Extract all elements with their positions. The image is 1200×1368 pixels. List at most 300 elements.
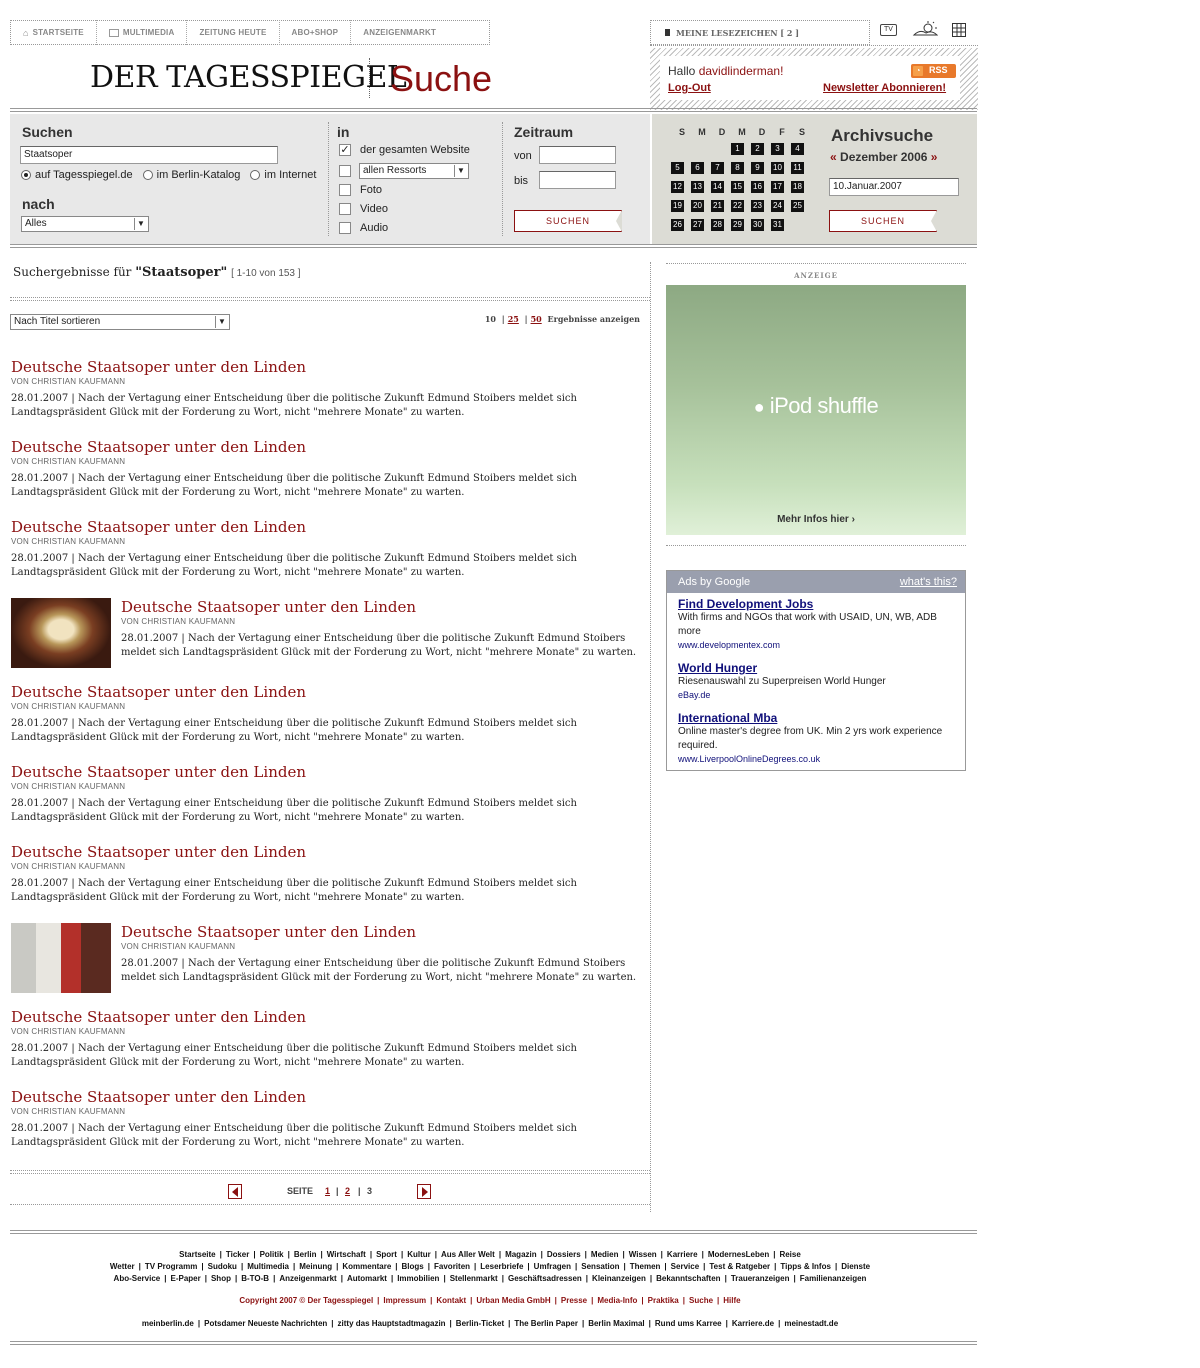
footer-link[interactable]: Berlin bbox=[293, 1250, 317, 1259]
footer-link[interactable]: Potsdamer Neueste Nachrichten bbox=[204, 1319, 328, 1328]
google-ad-item bbox=[678, 597, 958, 652]
scope-radio-tagesspiegel[interactable] bbox=[21, 170, 31, 180]
calendar-day[interactable]: 11 bbox=[791, 162, 804, 174]
footer-link[interactable]: Medien bbox=[590, 1250, 619, 1259]
footer-separator: | bbox=[390, 1274, 394, 1283]
grid-icon[interactable] bbox=[952, 23, 966, 37]
result-title[interactable]: Deutsche Staatsoper unter den Linden bbox=[11, 1008, 306, 1026]
google-ad-url[interactable]: eBay.de bbox=[678, 690, 711, 700]
footer-separator: | bbox=[575, 1262, 578, 1271]
footer-separator: | bbox=[834, 1262, 838, 1271]
checkbox-video[interactable] bbox=[339, 203, 351, 215]
footer-separator: | bbox=[540, 1250, 543, 1259]
footer-link[interactable]: meinestadt.de bbox=[784, 1319, 839, 1328]
footer-link[interactable]: Blogs bbox=[401, 1262, 424, 1271]
archive-submit-button[interactable]: SUCHEN bbox=[829, 210, 937, 232]
footer-separator: | bbox=[377, 1296, 380, 1305]
footer-separator: | bbox=[581, 1319, 585, 1328]
footer-separator: | bbox=[320, 1250, 323, 1259]
user-greeting: Hallo davidlinderman! bbox=[668, 64, 784, 78]
footer-link[interactable]: Wirtschaft bbox=[326, 1250, 366, 1259]
scope-radio-internet[interactable] bbox=[250, 170, 260, 180]
calendar-day[interactable]: 30 bbox=[751, 219, 764, 231]
calendar-day[interactable]: 25 bbox=[791, 200, 804, 212]
result-item bbox=[11, 518, 641, 580]
ad-label: ANZEIGE bbox=[794, 271, 838, 280]
footer-separator: | bbox=[527, 1262, 530, 1271]
footer-link[interactable]: Tipps & Infos bbox=[780, 1262, 831, 1271]
footer-separator: | bbox=[773, 1250, 776, 1259]
result-title[interactable]: Deutsche Staatsoper unter den Linden bbox=[11, 843, 306, 861]
footer-separator: | bbox=[623, 1262, 626, 1271]
footer-separator: | bbox=[292, 1262, 296, 1271]
footer-link[interactable]: Aus Aller Welt bbox=[441, 1250, 495, 1259]
result-item bbox=[11, 683, 641, 745]
result-body bbox=[121, 598, 641, 660]
footer-row-3 bbox=[0, 1273, 980, 1285]
result-item bbox=[11, 843, 641, 905]
calendar-day[interactable]: 10 bbox=[771, 162, 784, 174]
result-body bbox=[121, 923, 641, 985]
footer-link[interactable]: Dienste bbox=[841, 1262, 871, 1271]
footer-separator: | bbox=[443, 1274, 446, 1283]
footer-separator: | bbox=[204, 1274, 207, 1283]
nach-heading: nach bbox=[22, 196, 55, 212]
calendar-day[interactable]: 31 bbox=[771, 219, 784, 231]
von-input[interactable] bbox=[539, 146, 616, 164]
footer-link[interactable]: Themen bbox=[629, 1262, 661, 1271]
result-title[interactable]: Deutsche Staatsoper unter den Linden bbox=[121, 598, 416, 616]
sort-select[interactable]: Nach Titel sortieren ▼ bbox=[10, 314, 230, 330]
footer-row-2 bbox=[0, 1261, 980, 1273]
calendar-day[interactable]: 20 bbox=[691, 200, 704, 212]
result-snippet: 28.01.2007 | Nach der Vertagung einer Entscheidung über die politische Zukunft Edmund Stoibers meldet sich Landtagspräsident Glück mit der Forderung zu Wort, nicht "mehrere Monate" zu warten. bbox=[11, 798, 577, 823]
result-item bbox=[11, 763, 641, 825]
ipod-ad-banner[interactable] bbox=[666, 285, 966, 535]
result-snippet: 28.01.2007 | Nach der Vertagung einer Entscheidung über die politische Zukunft Edmund Stoibers meldet sich Landtagspräsident Glück mit der Forderung zu Wort, nicht "mehrere Monate" zu warten. bbox=[121, 958, 637, 983]
google-ad-item bbox=[678, 711, 958, 766]
page-link-1[interactable]: 1 bbox=[325, 1186, 331, 1196]
calendar-day[interactable]: 23 bbox=[751, 200, 764, 212]
calendar-day[interactable]: 19 bbox=[671, 200, 684, 212]
footer-separator: | bbox=[434, 1250, 438, 1259]
footer-link[interactable]: meinberlin.de bbox=[141, 1319, 194, 1328]
footer-link[interactable]: Multimedia bbox=[247, 1262, 289, 1271]
google-ad-desc: With firms and NGOs that work with USAID, UN, WB, ADB more bbox=[678, 612, 937, 637]
footer-link[interactable]: ModernesLeben bbox=[707, 1250, 770, 1259]
footer-link[interactable]: Abo-Service bbox=[113, 1274, 161, 1283]
footer-link[interactable]: Leserbriefe bbox=[480, 1262, 524, 1271]
divider bbox=[10, 244, 977, 248]
footer-separator: | bbox=[400, 1250, 404, 1259]
nach-select[interactable]: Alles ▼ bbox=[21, 216, 149, 232]
divider bbox=[10, 1170, 650, 1174]
result-snippet: 28.01.2007 | Nach der Vertagung einer Entscheidung über die politische Zukunft Edmund Stoibers meldet sich Landtagspräsident Glück mit der Forderung zu Wort, nicht "mehrere Monate" zu warten. bbox=[11, 553, 577, 578]
checkbox-audio[interactable] bbox=[339, 222, 351, 234]
footer-link[interactable]: Automarkt bbox=[346, 1274, 387, 1283]
result-snippet: 28.01.2007 | Nach der Vertagung einer Entscheidung über die politische Zukunft Edmund Stoibers meldet sich Landtagspräsident Glück mit der Forderung zu Wort, nicht "mehrere Monate" zu warten. bbox=[11, 1123, 577, 1148]
calendar-day[interactable]: 13 bbox=[691, 181, 704, 193]
footer-link[interactable]: Media-Info bbox=[597, 1296, 638, 1305]
result-item bbox=[11, 1008, 641, 1070]
ipod-ad-more-link[interactable]: Mehr Infos hier › bbox=[777, 514, 855, 525]
footer-link[interactable]: Ticker bbox=[225, 1250, 250, 1259]
calendar-day[interactable]: 7 bbox=[711, 162, 724, 174]
footer-link[interactable]: Presse bbox=[560, 1296, 588, 1305]
footer-separator: | bbox=[430, 1296, 433, 1305]
result-author: VON CHRISTIAN KAUFMANN bbox=[11, 1027, 126, 1036]
per-page-selector: 10 | 25 | 50 Ergebnisse anzeigen bbox=[484, 314, 640, 324]
calendar-day[interactable]: 3 bbox=[771, 143, 784, 155]
footer-link[interactable]: Immobilien bbox=[397, 1274, 440, 1283]
calendar-day[interactable]: 21 bbox=[711, 200, 724, 212]
google-ad-title[interactable]: World Hunger bbox=[678, 661, 758, 675]
logo-divider bbox=[369, 58, 370, 98]
result-author: VON CHRISTIAN KAUFMANN bbox=[11, 862, 126, 871]
result-title[interactable]: Deutsche Staatsoper unter den Linden bbox=[11, 763, 306, 781]
calendar-day[interactable]: 6 bbox=[691, 162, 704, 174]
results-query: "Staatsoper" bbox=[135, 265, 228, 280]
divider bbox=[10, 1341, 977, 1345]
film-icon bbox=[109, 29, 119, 37]
apple-icon: ● bbox=[753, 397, 765, 417]
google-ad-url[interactable]: www.LiverpoolOnlineDegrees.co.uk bbox=[678, 754, 821, 764]
result-item bbox=[11, 358, 641, 420]
results-summary: Suchergebnisse für "Staatsoper" [ 1-10 von 153 ] bbox=[13, 265, 301, 280]
google-ads-box bbox=[666, 570, 966, 771]
footer-link[interactable]: Berlin Maximal bbox=[588, 1319, 645, 1328]
suchen-heading: Suchen bbox=[22, 124, 73, 140]
result-thumbnail[interactable] bbox=[11, 598, 111, 668]
footer-separator: | bbox=[138, 1262, 141, 1271]
top-navigation bbox=[10, 20, 490, 45]
calendar-day[interactable]: 15 bbox=[731, 181, 744, 193]
footer-separator: | bbox=[649, 1274, 653, 1283]
footer-separator: | bbox=[201, 1262, 204, 1271]
in-heading: in bbox=[337, 124, 350, 140]
footer-separator: | bbox=[197, 1319, 201, 1328]
calendar-day[interactable]: 22 bbox=[731, 200, 744, 212]
footer-link[interactable]: Sudoku bbox=[207, 1262, 237, 1271]
search-submit-button[interactable]: SUCHEN bbox=[514, 210, 622, 232]
result-item bbox=[11, 1088, 641, 1150]
footer-link[interactable]: TV Programm bbox=[144, 1262, 198, 1271]
bookmarks-link[interactable]: MEINE LESEZEICHEN [ 2 ] bbox=[650, 20, 870, 45]
checkbox-video-label: Video bbox=[360, 203, 388, 215]
footer-separator: | bbox=[664, 1262, 667, 1271]
footer-link[interactable]: Umfragen bbox=[533, 1262, 572, 1271]
footer-link[interactable]: Berlin-Ticket bbox=[455, 1319, 505, 1328]
nav-multimedia[interactable]: MULTIMEDIA bbox=[97, 20, 188, 45]
footer-separator: | bbox=[470, 1296, 473, 1305]
google-ad-title[interactable]: International Mba bbox=[678, 711, 778, 725]
footer-link[interactable]: Meinung bbox=[299, 1262, 333, 1271]
calendar-weekday: D bbox=[718, 127, 726, 137]
prev-month-link[interactable]: « bbox=[830, 150, 837, 164]
footer-separator: | bbox=[682, 1296, 686, 1305]
footer-link[interactable]: Reise bbox=[779, 1250, 801, 1259]
calendar-weekday: M bbox=[738, 127, 746, 137]
newsletter-link[interactable]: Newsletter Abonnieren! bbox=[823, 82, 947, 94]
home-icon: ⌂ bbox=[23, 27, 29, 38]
google-ad-title[interactable]: Find Development Jobs bbox=[678, 597, 814, 611]
result-author: VON CHRISTIAN KAUFMANN bbox=[121, 942, 236, 951]
result-author: VON CHRISTIAN KAUFMANN bbox=[11, 377, 126, 386]
footer-link[interactable]: B-TO-B bbox=[241, 1274, 270, 1283]
bookmark-icon bbox=[665, 29, 670, 36]
scope-radio-group: auf Tagesspiegel.de im Berlin-Katalog im Internet bbox=[21, 169, 316, 181]
whats-this-link[interactable]: what's this? bbox=[899, 576, 957, 588]
calendar-weekday: D bbox=[758, 127, 766, 137]
von-label: von bbox=[514, 150, 532, 162]
column-divider bbox=[650, 262, 651, 1212]
tv-icon[interactable]: TV bbox=[880, 24, 897, 36]
footer-separator: | bbox=[164, 1274, 167, 1283]
footer-link[interactable]: Kultur bbox=[407, 1250, 431, 1259]
footer-separator: | bbox=[585, 1274, 589, 1283]
footer-link[interactable]: Praktika bbox=[647, 1296, 679, 1305]
pagination: SEITE 1 | 2 | 3 bbox=[228, 1184, 438, 1200]
checkbox-foto-label: Foto bbox=[360, 184, 383, 196]
result-title[interactable]: Deutsche Staatsoper unter den Linden bbox=[11, 518, 306, 536]
checkbox-ressorts[interactable] bbox=[339, 165, 351, 177]
calendar-day[interactable]: 27 bbox=[691, 219, 704, 231]
footer-link[interactable]: Traueranzeigen bbox=[730, 1274, 790, 1283]
per-page-25[interactable]: 25 bbox=[507, 314, 519, 324]
user-name: davidlinderman! bbox=[698, 64, 784, 78]
footer-link[interactable]: Karriere.de bbox=[731, 1319, 775, 1328]
footer-separator: | bbox=[234, 1274, 238, 1283]
calendar-day[interactable]: 26 bbox=[671, 219, 684, 231]
weather-icon[interactable] bbox=[912, 20, 938, 38]
footer-separator: | bbox=[774, 1262, 777, 1271]
calendar-weekday: F bbox=[779, 127, 785, 137]
footer-separator: | bbox=[498, 1250, 502, 1259]
result-author: VON CHRISTIAN KAUFMANN bbox=[11, 457, 126, 466]
footer-separator: | bbox=[725, 1319, 728, 1328]
result-thumbnail[interactable] bbox=[11, 923, 111, 993]
footer-link[interactable]: Kommentare bbox=[342, 1262, 392, 1271]
scope-radio-berlin-katalog[interactable] bbox=[143, 170, 153, 180]
google-ads-header: Ads by Google what's this? bbox=[667, 571, 965, 593]
bis-input[interactable] bbox=[539, 171, 616, 189]
page-current: 3 bbox=[367, 1186, 373, 1196]
calendar-day[interactable]: 14 bbox=[711, 181, 724, 193]
footer-link[interactable]: Hilfe bbox=[723, 1296, 741, 1305]
footer-link[interactable]: Suche bbox=[689, 1296, 714, 1305]
calendar-day[interactable]: 17 bbox=[771, 181, 784, 193]
footer-separator: | bbox=[449, 1319, 452, 1328]
calendar-weekday: M bbox=[698, 127, 706, 137]
nav-zeitung-heute[interactable]: ZEITUNG HEUTE bbox=[187, 20, 279, 45]
chevron-down-icon: ▼ bbox=[454, 165, 467, 177]
result-snippet: 28.01.2007 | Nach der Vertagung einer Entscheidung über die politische Zukunft Edmund Stoibers meldet sich Landtagspräsident Glück mit der Forderung zu Wort, nicht "mehrere Monate" zu warten. bbox=[11, 473, 577, 498]
footer-separator: | bbox=[622, 1250, 625, 1259]
calendar-day[interactable]: 1 bbox=[731, 143, 744, 155]
google-ad-desc: Riesenauswahl zu Superpreisen World Hunger bbox=[678, 676, 886, 687]
result-author: VON CHRISTIAN KAUFMANN bbox=[11, 702, 126, 711]
results-count: [ 1-10 von 153 ] bbox=[231, 268, 301, 279]
footer-separator: | bbox=[287, 1250, 290, 1259]
rss-button[interactable]: ◔ RSS bbox=[911, 64, 956, 78]
footer-separator: | bbox=[369, 1250, 373, 1259]
next-month-link[interactable]: » bbox=[930, 150, 938, 164]
calendar-weekday: S bbox=[678, 127, 685, 137]
bis-label: bis bbox=[514, 175, 529, 187]
page-link-2[interactable]: 2 bbox=[345, 1186, 351, 1196]
footer-link[interactable]: Rund ums Karree bbox=[654, 1319, 722, 1328]
footer-link[interactable]: E-Paper bbox=[170, 1274, 201, 1283]
footer-separator: | bbox=[253, 1250, 256, 1259]
calendar-day[interactable]: 29 bbox=[731, 219, 744, 231]
footer-separator: | bbox=[778, 1319, 781, 1328]
calendar-day[interactable]: 4 bbox=[791, 143, 804, 155]
result-snippet: 28.01.2007 | Nach der Vertagung einer Entscheidung über die politische Zukunft Edmund Stoibers meldet sich Landtagspräsident Glück mit der Forderung zu Wort, nicht "mehrere Monate" zu warten. bbox=[11, 393, 577, 418]
footer-row-1 bbox=[0, 1249, 980, 1261]
footer-link[interactable]: Magazin bbox=[505, 1250, 537, 1259]
result-title[interactable]: Deutsche Staatsoper unter den Linden bbox=[11, 438, 306, 456]
calendar-day[interactable]: 16 bbox=[751, 181, 764, 193]
footer-partners bbox=[0, 1318, 980, 1330]
footer-link[interactable]: Wetter bbox=[109, 1262, 135, 1271]
divider bbox=[10, 1230, 977, 1234]
logout-link[interactable]: Log-Out bbox=[668, 82, 711, 94]
footer-separator: | bbox=[701, 1250, 704, 1259]
footer-link[interactable]: Politik bbox=[259, 1250, 284, 1259]
calendar-day[interactable]: 8 bbox=[731, 162, 744, 174]
site-logo[interactable]: DER TAGESSPIEGEL bbox=[90, 60, 407, 95]
footer-link[interactable]: Geschäftsadressen bbox=[507, 1274, 582, 1283]
footer-separator: | bbox=[724, 1274, 727, 1283]
chevron-down-icon: ▼ bbox=[134, 218, 147, 230]
footer-separator: | bbox=[648, 1319, 651, 1328]
nav-abo-shop[interactable]: ABO+SHOP bbox=[280, 20, 352, 45]
footer-link[interactable]: Startseite bbox=[179, 1250, 216, 1259]
panel-divider bbox=[328, 122, 329, 236]
panel-divider bbox=[502, 122, 503, 236]
calendar-day[interactable]: 12 bbox=[671, 181, 684, 193]
footer-link[interactable]: Impressum bbox=[383, 1296, 427, 1305]
footer-link[interactable]: Favoriten bbox=[434, 1262, 471, 1271]
footer-link[interactable]: Familienanzeigen bbox=[799, 1274, 867, 1283]
footer-separator: | bbox=[641, 1296, 644, 1305]
footer-separator: | bbox=[717, 1296, 720, 1305]
ressorts-select[interactable]: allen Ressorts ▼ bbox=[359, 163, 469, 179]
chevron-right-icon: › bbox=[851, 514, 855, 525]
result-snippet: 28.01.2007 | Nach der Vertagung einer Entscheidung über die politische Zukunft Edmund Stoibers meldet sich Landtagspräsident Glück mit der Forderung zu Wort, nicht "mehrere Monate" zu warten. bbox=[121, 633, 637, 658]
footer-link[interactable]: Service bbox=[670, 1262, 700, 1271]
footer-separator: | bbox=[554, 1296, 557, 1305]
footer-legal bbox=[0, 1295, 980, 1307]
per-page-10: 10 bbox=[484, 314, 496, 324]
calendar-day[interactable]: 5 bbox=[671, 162, 684, 174]
result-snippet: 28.01.2007 | Nach der Vertagung einer Entscheidung über die politische Zukunft Edmund Stoibers meldet sich Landtagspräsident Glück mit der Forderung zu Wort, nicht "mehrere Monate" zu warten. bbox=[11, 878, 577, 903]
footer-separator: | bbox=[240, 1262, 244, 1271]
footer-link: Copyright 2007 © Der Tagesspiegel bbox=[239, 1296, 374, 1305]
checkbox-audio-label: Audio bbox=[360, 222, 389, 234]
result-snippet: 28.01.2007 | Nach der Vertagung einer Entscheidung über die politische Zukunft Edmund Stoibers meldet sich Landtagspräsident Glück mit der Forderung zu Wort, nicht "mehrere Monate" zu warten. bbox=[11, 718, 577, 743]
footer-separator: | bbox=[331, 1319, 334, 1328]
footer-link[interactable]: Shop bbox=[210, 1274, 231, 1283]
checkbox-website-label: der gesamten Website bbox=[360, 144, 470, 156]
archive-month-nav: « Dezember 2006 » bbox=[830, 150, 938, 164]
calendar-day[interactable]: 24 bbox=[771, 200, 784, 212]
nav-anzeigenmarkt[interactable]: ANZEIGENMARKT bbox=[363, 28, 437, 37]
footer-separator: | bbox=[793, 1274, 796, 1283]
result-title[interactable]: Deutsche Staatsoper unter den Linden bbox=[11, 1088, 306, 1106]
footer-link[interactable]: The Berlin Paper bbox=[514, 1319, 578, 1328]
footer-separator: | bbox=[584, 1250, 587, 1259]
archive-date-input[interactable]: 10.Januar.2007 bbox=[829, 178, 959, 196]
footer-separator: | bbox=[395, 1262, 398, 1271]
calendar-day[interactable]: 18 bbox=[791, 181, 804, 193]
calendar-weekday: S bbox=[798, 127, 805, 137]
google-ad-item bbox=[678, 661, 958, 702]
result-title[interactable]: Deutsche Staatsoper unter den Linden bbox=[11, 683, 306, 701]
result-author: VON CHRISTIAN KAUFMANN bbox=[11, 1107, 126, 1116]
divider bbox=[666, 545, 966, 546]
footer-link[interactable]: Wissen bbox=[628, 1250, 657, 1259]
calendar-day[interactable]: 28 bbox=[711, 219, 724, 231]
result-author: VON CHRISTIAN KAUFMANN bbox=[11, 782, 126, 791]
footer-separator: | bbox=[474, 1262, 477, 1271]
footer-separator: | bbox=[660, 1250, 663, 1259]
footer-link[interactable]: Kleinanzeigen bbox=[592, 1274, 646, 1283]
page-title: Suche bbox=[390, 58, 493, 99]
checkbox-foto[interactable] bbox=[339, 184, 351, 196]
result-item bbox=[11, 438, 641, 500]
search-input[interactable]: Staatsoper bbox=[20, 146, 278, 164]
footer-separator: | bbox=[501, 1274, 504, 1283]
footer-link[interactable]: zitty das Hauptstadtmagazin bbox=[337, 1319, 446, 1328]
footer-separator: | bbox=[273, 1274, 276, 1283]
footer-link[interactable]: Karriere bbox=[666, 1250, 698, 1259]
per-page-50[interactable]: 50 bbox=[530, 314, 542, 324]
divider bbox=[10, 1204, 650, 1205]
nav-startseite[interactable]: ⌂ STARTSEITE bbox=[11, 20, 97, 45]
footer-link[interactable]: Bekanntschaften bbox=[656, 1274, 721, 1283]
footer-separator: | bbox=[508, 1319, 511, 1328]
calendar-day[interactable]: 2 bbox=[751, 143, 764, 155]
footer-separator: | bbox=[340, 1274, 343, 1283]
checkbox-website[interactable]: ✓ bbox=[340, 144, 350, 156]
result-title[interactable]: Deutsche Staatsoper unter den Linden bbox=[11, 358, 306, 376]
footer-link[interactable]: Dossiers bbox=[546, 1250, 581, 1259]
footer-separator: | bbox=[336, 1262, 339, 1271]
result-author: VON CHRISTIAN KAUFMANN bbox=[121, 617, 236, 626]
footer-link[interactable]: Stellenmarkt bbox=[449, 1274, 498, 1283]
divider bbox=[10, 108, 977, 112]
footer-link[interactable]: Urban Media GmbH bbox=[476, 1296, 551, 1305]
footer-separator: | bbox=[703, 1262, 706, 1271]
rss-icon: ◔ bbox=[913, 66, 923, 76]
divider bbox=[10, 297, 650, 301]
footer-link[interactable]: Sensation bbox=[581, 1262, 620, 1271]
result-author: VON CHRISTIAN KAUFMANN bbox=[11, 537, 126, 546]
result-title[interactable]: Deutsche Staatsoper unter den Linden bbox=[121, 923, 416, 941]
next-page-button[interactable] bbox=[417, 1184, 431, 1199]
footer-link[interactable]: Test & Ratgeber bbox=[709, 1262, 771, 1271]
footer-separator: | bbox=[427, 1262, 431, 1271]
footer-separator: | bbox=[219, 1250, 222, 1259]
google-ad-url[interactable]: www.developmentex.com bbox=[678, 640, 781, 650]
calendar-day[interactable]: 9 bbox=[751, 162, 764, 174]
footer-link[interactable]: Sport bbox=[376, 1250, 397, 1259]
prev-page-button[interactable] bbox=[228, 1184, 242, 1199]
footer-link[interactable]: Kontakt bbox=[436, 1296, 467, 1305]
result-snippet: 28.01.2007 | Nach der Vertagung einer Entscheidung über die politische Zukunft Edmund Stoibers meldet sich Landtagspräsident Glück mit der Forderung zu Wort, nicht "mehrere Monate" zu warten. bbox=[11, 1043, 577, 1068]
footer-link[interactable]: Anzeigenmarkt bbox=[279, 1274, 337, 1283]
